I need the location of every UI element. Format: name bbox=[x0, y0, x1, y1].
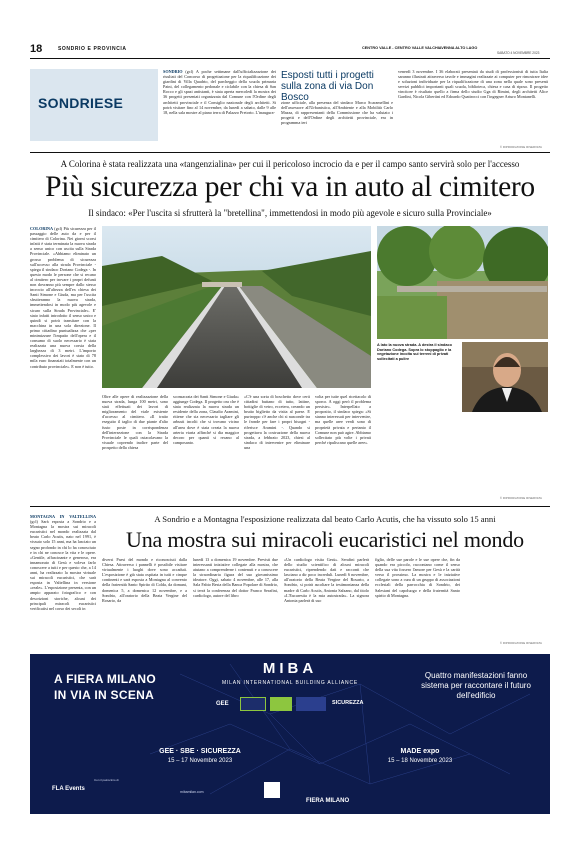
montagna-credit: © RIPRODUZIONE RISERVATA bbox=[500, 642, 543, 645]
colorina-body-3: sconsacrata dei Santi Simone e Giuda» aggiunge Codega. Il progetto ora che è stata realizzata la nuova strada un residente della zona, Claudio Aramini, ritiene che sia necessario tagliare gli arbusti incolti che si trovano vicino all'area dove è stata creata la nuova arteria viaria affinché si dia maggior decoro per quanti si recano al camposanto. bbox=[173, 394, 239, 445]
colorina-caption: A lato la nuova strada. A destra il sindaco Doriano Codega. Sopra lo stoppaglio e la vegetazione incolta sui terreni di privati sollecitati a pulire bbox=[377, 343, 452, 361]
colorina-subhead: Il sindaco: «Per l'uscita si sfrutterà la "bretellina", immettendosi in modo più agevole e sicuro sulla Provinciale» bbox=[88, 208, 492, 218]
montagna-body-4: «Un cardiologo visita Gesù». Serafini parlerà dello studio scientifico di alcuni miracoli eucaristici, riprendendo dati e racconti che lasciano a dir poco increduli. Lunedì 6 novembre, all'oratorio della Beata Vergine del Rosario, a Sondrio, si potrà ascoltare la testimonianza della madre di Carlo Acutis, Antonia Salzano, dal titolo «L'Eucarestia è la mia autostrada». La signora Antonia parlerà di suo bbox=[284, 557, 369, 603]
ad-event-1-name: GEE · SBE · SICUREZZA bbox=[159, 748, 241, 755]
ad-logo-sbe bbox=[240, 697, 266, 711]
montagna-body-6 bbox=[466, 557, 548, 645]
ad-logo-made bbox=[296, 697, 326, 711]
ad-left-line-2: IN VIA IN SCENA bbox=[54, 688, 155, 702]
sondriese-body-2: zione ufficiale, alla presenza del sindaco Marco Scaramellini e dell'assessore all'Urbanistica, all'Ambiente e alla Mobilità Carlo Mazza, di rappresentanti della Commissione che ha valutato i progetti e dell'Ordine degli architetti provinciale, era in programma ieri bbox=[281, 100, 393, 126]
ad-event-2-dates: 15 – 18 Novembre 2023 bbox=[387, 758, 453, 764]
road-photo-graphic bbox=[102, 226, 371, 388]
mayor-photo bbox=[462, 342, 548, 412]
colorina-credit: © RIPRODUZIONE RISERVATA bbox=[500, 497, 543, 500]
ad-logo-gee: GEE bbox=[216, 701, 229, 707]
colorina-text-1: (gcl) Più sicurezza per il passaggio delle auto da e per il cimitero di Colorina. Nei giorni scorsi infatti è stata terminata la nuova strada a senso unico con uscita sulla Strada Provinciale. «Abbiamo eliminato un grosso problema di sicurezza sull'accesso alla strada Provinciale - spiega il sindaco Doriano Codega -. In questo modo le persone che si recano al cimitero per trovare i propri defunti non dovranno più sempre dallo stesso incrocio all'altezza dell'ex chiesa dei Santi Simone e Giuda, ma per l'uscita sfrutteranno la nuova strada, immettendosi in modo più agevole e sicuro sulla Strada Provinciale». E' stato infatti introdotto il senso unico e quindi si potrà transitare con la macchina in una sola direzione. Il primo cittadino puntualizza che «per minimizzare l'impatto dell'opera e il consumo di suolo necessario è stata realizzata una nuova corsia della larghezza di 3 metri. L'importo complessivo dei lavori è stato di 78 mila euro finanziati totalmente con un contributo provinciale». E non è tutto. bbox=[30, 226, 96, 369]
ad-event-1-dates: 15 – 17 Novembre 2023 bbox=[167, 758, 233, 764]
ad-qr-code bbox=[264, 782, 280, 798]
colorina-rule bbox=[30, 506, 550, 507]
colorina-headline: Più sicurezza per chi va in auto al cimitero bbox=[45, 171, 535, 203]
ad-event-2-name: MADE expo bbox=[400, 748, 440, 755]
ad-footer-url: mibamilan.com bbox=[180, 790, 204, 794]
montagna-headline: Una mostra sui miracoli eucaristici nel mondo bbox=[126, 527, 524, 552]
montagna-body-5: figlio, delle sue parole e le sue opere che, fin da quando era piccolo, raccontano come il senso della sua vita fossero l'amore per Gesù e la carità verso il prossimo. La mostra e le iniziative collegate sono a cura di un gruppo di associazioni ecclesiali della parrocchia di Sondrio, dei Salesiani del capoluogo e della fraternità Santo spirito di Montagna. bbox=[375, 557, 460, 598]
ad-footer-brand: FIERA MILANO bbox=[306, 798, 350, 804]
sondriese-body-3: venerdì 3 novembre. I 36 elaborati presentati da studi di professionisti di tutta Italia saranno illustrati attraverso tavole e immagini realizzate ai computer per rimostrare idee e soluzioni individuate per la riqualificazione di una zona nella quale sono presenti servizi pubblici importanti quali scuola, biblioteca, chiesa e casa di riposo. Il progetto vincitore è risultato quello a firma dello studio Gga di Rimini, degli architetti Alice Gardini, Nicola Gibertini ed Edoardo Quattrocci con l'ingegner Arturo Montanelli. bbox=[398, 69, 548, 100]
montagna-lead-place: MONTAGNA IN VALTELLINA bbox=[30, 514, 96, 519]
header-rule bbox=[30, 58, 550, 59]
sondriese-lead-place: SONDRIO bbox=[163, 69, 183, 74]
sondriese-label: SONDRIESE bbox=[38, 95, 124, 111]
colorina-body-1 bbox=[30, 226, 96, 496]
colorina-body-2: Oltre alle opere di realizzazione della nuova strada, lunga 100 metri, sono stati effettuati dei lavori di miglioramento del viale esistente d'accesso al cimitero. «Il tratto eseguito il taglio di due piante d'alto fusto poste in corrispondenza dell'intersezione con la Strada Provinciale le quali ostacolavano la visuale coprendo inoltre parte del prospetto della chiesa bbox=[102, 394, 168, 450]
miba-ad[interactable] bbox=[30, 654, 550, 814]
vegetation-photo-graphic bbox=[377, 226, 548, 339]
colorina-body-6 bbox=[377, 414, 548, 492]
ad-footer-mid: Con il patrocinio di bbox=[94, 778, 119, 782]
montagna-text-1: (gcl) Sarà esposta a Sondrio e a Montagna la mostra sui miracoli eucaristici nel mondo realizzata dal beato Carlo Acutis, nato nel 1991, è vissuto solo 15 anni, ma ha lasciato un segno profondo in chi lo ha conosciuto e in chi ne conosce la vita e le opere. «Gentile, affascinante e generoso, era innamorato di Gesù e voleva farlo conoscere a tutti e per questo che, a 14 anni, ha realizzato la mostra virtuale sui miracoli eucaristici, che sarà esposta in Valtellina in versione «reale». L'esposizione presenta, con un ampio apparato fotografico e con descrizioni storiche, alcuni dei principali miracoli eucaristici verificatisi nel corso dei secoli in bbox=[30, 519, 96, 611]
ad-miba-subtitle: MILAN INTERNATIONAL BUILDING ALLIANCE bbox=[221, 680, 358, 686]
colorina-lead-place: COLORINA bbox=[30, 226, 54, 231]
sondriese-body-1 bbox=[163, 69, 276, 143]
montagna-kicker: A Sondrio e a Montagna l'esposizione realizzata dal beato Carlo Acutis, che ha vissuto solo 15 anni bbox=[154, 514, 496, 524]
ad-left-line-1: A FIERA MILANO bbox=[54, 672, 156, 686]
vegetation-photo bbox=[377, 226, 548, 339]
date: SABATO 4 NOVEMBRE 2023 bbox=[497, 51, 540, 55]
sondriese-text-1: (gcl) A poche settimane dall'ufficializzazione dei risultati del Concorso di progettazione per la riqualificazione dei giardini di Villa Quadrio, del parcheggio della scuola primaria Paini, del collegamento pedonale e ciclabile con la chiesa di San Rocco e gli spazi antistanti, è stata aperta mercoledì la mostra dei 36 progetti presentati organizzata dal Comune con l'Ordine degli architetti provinciale e il Consiglio nazionale degli architetti. Si potrà visitare fino al 14 novembre, da lunedì a sabato, dalle 9 alle 18, nella sala mostre al piano terra di Palazzo Pretorio. L'inaugura- bbox=[163, 69, 276, 115]
ad-logo-sicurezza: SICUREZZA bbox=[332, 700, 364, 706]
ad-footer-left: FLA Events bbox=[52, 786, 85, 792]
page-number: 18 bbox=[30, 43, 43, 55]
mayor-photo-graphic bbox=[462, 342, 548, 412]
ad-logo-smart-building bbox=[270, 697, 292, 711]
sondriese-rule bbox=[30, 152, 550, 153]
road-photo bbox=[102, 226, 371, 388]
colorina-body-5: volta per tutte quel ricettacolo di sporco. A oggi però il problema persiste». Interpellato a proposito, il sindaco spiega: «Si stanno interessati per intervenire, ma quelle aree verdi sono di proprietà privata e pertanto il Comune non può agire. Abbiamo sollecitato più volte i privati perché ripuliscano quelle aree». bbox=[315, 394, 371, 445]
ad-miba-title: MIBA bbox=[262, 660, 318, 677]
masthead: CENTRO VALLE - CENTRO VALLE VALCHIAVENNA ALTO LAGO bbox=[362, 46, 478, 50]
sondriese-headline: Esposti tutti i progetti sulla zona di via Don Bosco bbox=[281, 70, 374, 103]
colorina-body-4: «C'è una sorta di boschetto dove certi cittadini buttano di tutto, lattine, bottiglie di vetro, eccetera, creando un brutto biglietto da visita al paese. E purtroppo c'è anche chi si nasconde tra le fronde per fare i propri bisogni - riferisce Aramini -. Quando si progettava la costruzione della nuova strada, a febbraio 2023, chiesi al sindaco di intervenire per eliminare una bbox=[244, 394, 310, 450]
section-title: SONDRIO E PROVINCIA bbox=[58, 46, 127, 52]
montagna-body-1 bbox=[30, 514, 96, 644]
montagna-body-3: lunedì 13 a domenica 19 novembre. Previsti due interessanti iniziative collegate alla mostra, che aiutano a comprenderne i contenuti e a conoscere la straordinaria figura del suo giovanissimo ideatore. Oggi, sabato 4 novembre, alle 17, alla Sala Fabio Besta della Banca Popolare di Sondrio, si terrà la conferenza del dottor Franco Serafini, cardiologo, autore del libro bbox=[193, 557, 278, 598]
montagna-body-2: diversi Paesi del mondo e riconosciuti dalla Chiesa. Attraverso i pannelli è possibile visitare virtualmente i luoghi dove sono accaduti. L'esposizione è già stata ospitata in tutti e cinque continenti e sarà esposta a Montagna al convento della fraternità Santo Spirito di Colda, da domani, domenica 5, a domenica 12 novembre, e a Sondrio, all'oratorio della Beata Vergine del Rosario, da bbox=[102, 557, 187, 603]
ad-tagline: Quattro manifestazioni fanno sistema per raccontare il futuro dell'edificio bbox=[421, 671, 531, 700]
sondriese-credit: © RIPRODUZIONE RISERVATA bbox=[500, 146, 543, 149]
colorina-kicker: A Colorina è stata realizzata una «tangenzialina» per cui il pericoloso incrocio da e per il campo santo servirà solo per l'accesso bbox=[60, 159, 520, 169]
